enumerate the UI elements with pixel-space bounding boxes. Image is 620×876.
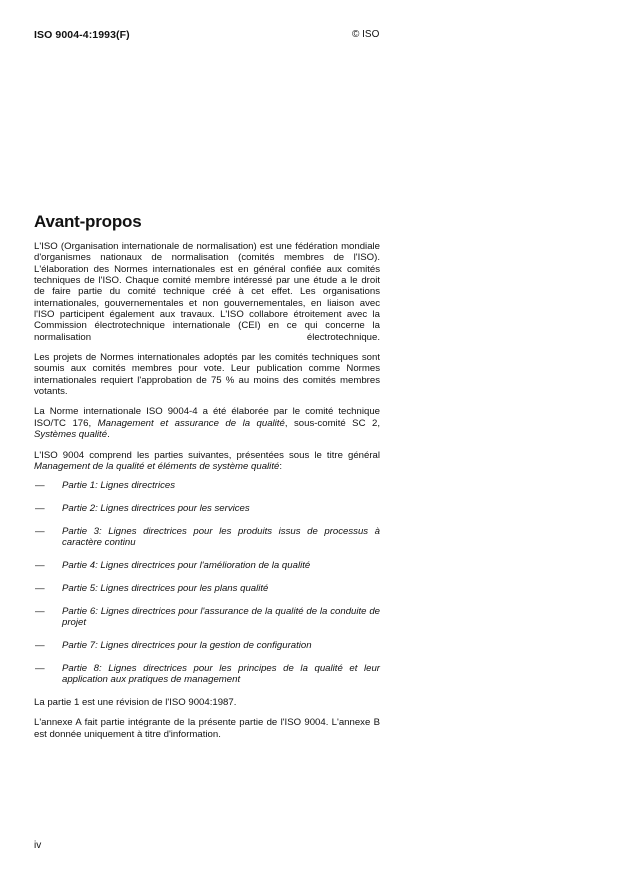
- list-dash: —: [35, 639, 45, 651]
- committee-name: Management et assurance de la qualité: [97, 417, 285, 429]
- list-item: [34, 560, 380, 571]
- committee-text-end: .: [107, 429, 110, 441]
- list-item: [34, 606, 380, 629]
- list-item: [34, 480, 380, 491]
- list-item-text: Partie 3: Lignes directrices pour les produits issus de processus à caractère continu: [62, 525, 380, 549]
- parts-intro-end: :: [279, 460, 282, 472]
- parts-list: [34, 480, 380, 685]
- list-item-text: Partie 6: Lignes directrices pour l'assurance de la qualité de la conduite de projet: [62, 605, 380, 629]
- list-item: [34, 640, 380, 651]
- section-title: Avant-propos: [34, 212, 142, 231]
- list-item-text: Partie 4: Lignes directrices pour l'amélioration de la qualité: [62, 560, 311, 572]
- list-item: [34, 526, 380, 549]
- list-dash: —: [35, 560, 45, 572]
- list-dash: —: [35, 503, 45, 515]
- list-dash: —: [35, 662, 45, 674]
- paragraph-annexes: L'annexe A fait partie intégrante de la présente partie de l'ISO 9004. L'annexe B est donnée uniquement à titre d'information.: [34, 717, 380, 740]
- list-dash: —: [35, 525, 45, 537]
- parts-intro-start: L'ISO 9004 comprend les parties suivantes, présentées sous le titre général: [34, 449, 380, 461]
- copyright-mark: © ISO: [352, 29, 380, 40]
- list-item-text: Partie 2: Lignes directrices pour les services: [62, 503, 250, 515]
- list-item: [34, 663, 380, 686]
- list-item-text: Partie 7: Lignes directrices pour la gestion de configuration: [62, 639, 312, 651]
- list-item: [34, 583, 380, 594]
- list-dash: —: [35, 582, 45, 594]
- subcommittee-name: Systèmes qualité: [34, 429, 108, 441]
- list-item-text: Partie 8: Lignes directrices pour les principes de la qualité et leur application aux pratiques de management: [62, 662, 380, 686]
- paragraph-parts-intro: [34, 450, 380, 473]
- list-dash: —: [35, 480, 45, 492]
- paragraph-iso-intro: L'ISO (Organisation internationale de normalisation) est une fédération mondiale d'organismes nationaux de normalisation (comités membres de l'ISO). L'élaboration des Normes internationales est en général confiée aux comités techniques de l'ISO. Chaque comité membre intéressé par une étude a le droit de faire partie du comité technique créé à cet effet. Les organisations internationales, gouvernementales et non gouvernementales, en liaison avec l'ISO participent également aux travaux. L'ISO collabore étroitement avec la Commission électrotechnique internationale (CEI) en ce qui concerne la normalisation électrotechnique.: [34, 241, 380, 343]
- foreword-body: [34, 241, 380, 749]
- standard-id: ISO 9004-4:1993(F): [34, 29, 130, 41]
- list-dash: —: [35, 605, 45, 617]
- list-item-text: Partie 5: Lignes directrices pour les plans qualité: [62, 582, 269, 594]
- committee-text-mid: , sous-comité SC 2,: [284, 417, 381, 429]
- committee-text-start: La Norme internationale ISO 9004-4 a été élaborée par le comité technique ISO/TC 176,: [34, 406, 380, 429]
- paragraph-revision: La partie 1 est une révision de l'ISO 9004:1987.: [34, 696, 237, 708]
- page-number: iv: [34, 840, 42, 851]
- list-item: [34, 503, 380, 514]
- parts-general-title: Management de la qualité et éléments de système qualité: [34, 460, 280, 472]
- paragraph-committee: [34, 406, 380, 440]
- list-item-text: Partie 1: Lignes directrices: [62, 480, 176, 492]
- paragraph-voting: Les projets de Normes internationales adoptés par les comités techniques sont soumis aux comités membres pour vote. Leur publication comme Normes internationales requiert l'approbation de 75 % au moins des comités membres votants.: [34, 352, 380, 398]
